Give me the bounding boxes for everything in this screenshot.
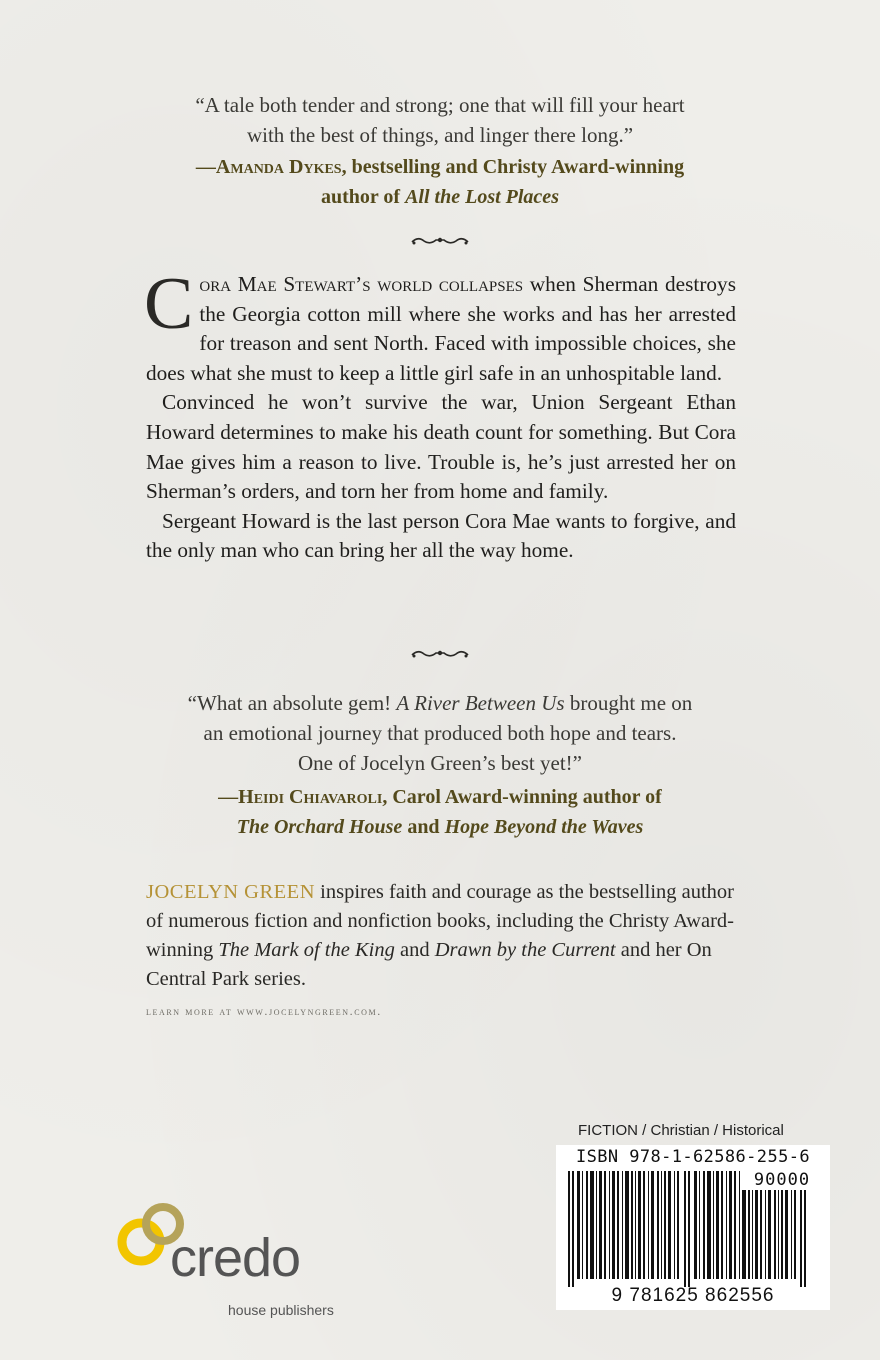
- publisher-name: credo: [170, 1228, 301, 1288]
- drop-cap: C: [144, 263, 194, 345]
- quote1-credentials: , bestselling and Christy Award-winning: [341, 156, 685, 178]
- quote2-title-1: The Orchard House: [236, 816, 403, 838]
- bio-title-2: Drawn by the Current: [434, 939, 616, 961]
- bio-text-2: and her On Central Park series.: [146, 939, 712, 990]
- bio-and: and: [394, 939, 435, 961]
- book-description: [144, 263, 736, 566]
- endorsement-quote-1: [0, 90, 880, 150]
- price-code: 90000: [742, 1170, 822, 1190]
- ornament-divider-icon: [410, 646, 470, 660]
- quote1-line1: “A tale both tender and strong; one that will fill your heart: [195, 93, 685, 117]
- quote1-author-of: author of: [321, 186, 406, 208]
- author-website-link[interactable]: learn more at www.jocelyngreen.com.: [146, 1004, 382, 1018]
- quote2-attribution: [0, 782, 880, 842]
- author-name: JOCELYN GREEN: [146, 881, 316, 903]
- quote2-book-title: A River Between Us: [396, 691, 565, 715]
- quote1-book-title: All the Lost Places: [405, 186, 559, 208]
- quote1-dash: —: [195, 156, 216, 178]
- quote2-dash: —: [218, 786, 239, 808]
- quote2-author: Heidi Chiavaroli: [238, 786, 383, 808]
- description-paragraph-1: when Sherman destroys the Georgia cotton mill where she works and has her arrested for treason and sent North. Faced with impossible choices, she does what she must to keep a little girl safe in an unhospitable land.: [146, 272, 736, 385]
- quote1-line2: with the best of things, and linger there long.”: [246, 123, 634, 147]
- publisher-subtitle: house publishers: [228, 1302, 334, 1318]
- ean-digits: 9 781625 862556: [611, 1285, 775, 1306]
- bio-text-1: inspires faith and courage as the bestselling author of numerous fiction and nonfiction books, including the Christy Award-winning: [146, 881, 735, 961]
- description-paragraph-2: Convinced he won’t survive the war, Union Sergeant Ethan Howard determines to make his death count for something. But Cora Mae gives him a reason to live. Trouble is, he’s just arrested her on Sherman’s orders, and torn her from home and family.: [146, 390, 736, 504]
- quote1-author: Amanda Dykes: [215, 156, 342, 178]
- quote2-credentials: , Carol Award-winning author of: [382, 786, 662, 808]
- quote2-title-2: Hope Beyond the Waves: [444, 816, 644, 838]
- genre-category: FICTION / Christian / Historical: [578, 1122, 784, 1139]
- quote2-line1: “What an absolute gem!: [187, 691, 397, 715]
- bio-title-1: The Mark of the King: [218, 939, 395, 961]
- quote2-line3: One of Jocelyn Green’s best yet!”: [298, 751, 582, 775]
- ornament-divider-icon: [410, 233, 470, 247]
- endorsement-quote-2: [0, 688, 880, 778]
- quote2-and: and: [402, 816, 445, 838]
- quote2-line1-end: brought me on: [564, 691, 693, 715]
- author-bio: [146, 878, 741, 994]
- description-lead: ora Mae Stewart’s world collapses: [199, 272, 524, 296]
- isbn-barcode: [556, 1145, 830, 1310]
- description-paragraph-3: Sergeant Howard is the last person Cora Mae wants to forgive, and the only man who can bring her all the way home.: [146, 508, 736, 563]
- isbn-number: ISBN 978-1-62586-255-6: [576, 1147, 810, 1167]
- quote2-line2: an emotional journey that produced both hope and tears.: [203, 721, 677, 745]
- quote1-attribution: [0, 152, 880, 212]
